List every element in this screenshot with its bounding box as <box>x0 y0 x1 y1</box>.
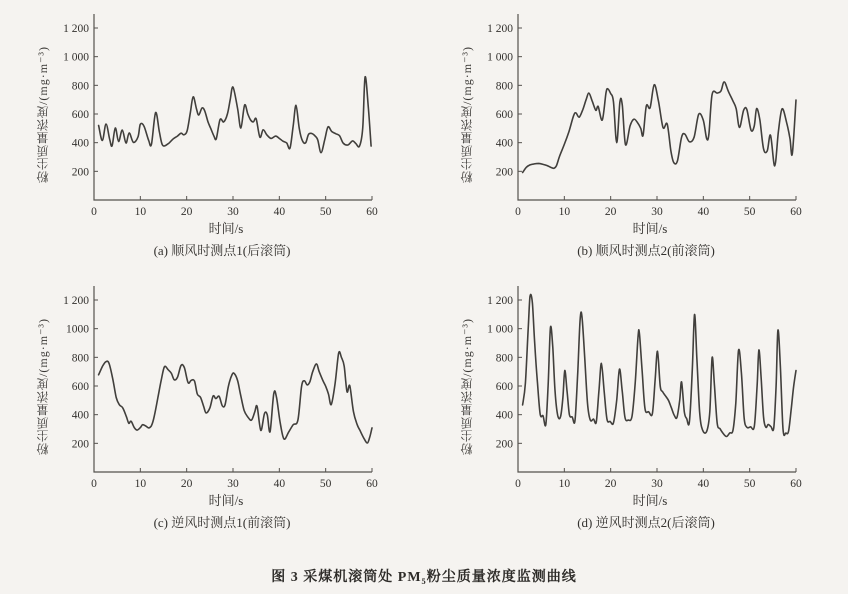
svg-text:1 200: 1 200 <box>63 295 89 307</box>
svg-text:1 000: 1 000 <box>487 323 513 336</box>
svg-text:800: 800 <box>71 80 89 93</box>
svg-text:1000: 1000 <box>66 323 89 336</box>
svg-text:60: 60 <box>366 206 378 218</box>
series-line <box>523 294 796 436</box>
axes <box>518 286 796 472</box>
subplot-caption-a: (a) 顺风时测点1(后滚筒) <box>153 243 291 258</box>
axes <box>94 286 372 472</box>
svg-text:400: 400 <box>495 137 513 150</box>
y-axis-title-b: 粉尘质量浓度/(mg·m⁻³) <box>460 45 474 183</box>
svg-text:10: 10 <box>134 206 147 218</box>
axes <box>518 14 796 200</box>
x-axis-title-b: 时间/s <box>632 221 668 236</box>
svg-text:600: 600 <box>495 381 513 393</box>
svg-text:60: 60 <box>366 478 378 490</box>
svg-text:60: 60 <box>790 478 802 490</box>
series-line <box>99 77 372 153</box>
svg-text:30: 30 <box>651 478 663 490</box>
svg-text:600: 600 <box>71 109 89 121</box>
svg-text:30: 30 <box>227 478 239 490</box>
y-axis-title-a: 粉尘质量浓度/(mg·m⁻³) <box>36 45 50 183</box>
svg-text:20: 20 <box>604 206 617 218</box>
svg-text:20: 20 <box>180 206 193 218</box>
svg-text:600: 600 <box>71 381 89 393</box>
svg-text:30: 30 <box>651 206 663 218</box>
line-chart-b <box>472 8 812 220</box>
figure-caption: 图 3 采煤机滚筒处 PM₅粉尘质量浓度监测曲线 <box>271 570 577 585</box>
svg-text:800: 800 <box>495 352 513 365</box>
line-chart-c <box>48 280 388 492</box>
subplot-a <box>0 8 424 280</box>
svg-text:50: 50 <box>319 478 332 490</box>
svg-text:600: 600 <box>495 109 513 121</box>
svg-text:40: 40 <box>697 478 710 490</box>
axes <box>94 14 372 200</box>
svg-text:400: 400 <box>71 409 89 422</box>
y-axis-title-d: 粉尘质量浓度/(mg·m⁻³) <box>460 317 474 455</box>
tick-marks <box>94 28 372 200</box>
svg-text:800: 800 <box>71 352 89 365</box>
subplot-b <box>424 8 848 280</box>
svg-text:40: 40 <box>273 206 286 218</box>
chart-area-a <box>36 8 388 220</box>
x-axis-title-c: 时间/s <box>208 493 244 508</box>
svg-text:10: 10 <box>134 478 147 490</box>
svg-text:0: 0 <box>91 478 97 490</box>
subplot-c <box>0 280 424 552</box>
svg-text:800: 800 <box>495 80 513 93</box>
svg-text:1 200: 1 200 <box>487 295 513 307</box>
chart-area-d <box>460 280 812 492</box>
subplot-caption-d: (d) 逆风时测点2(后滚筒) <box>577 515 715 530</box>
svg-text:20: 20 <box>180 478 193 490</box>
svg-text:1 200: 1 200 <box>63 23 89 35</box>
x-axis-title-a: 时间/s <box>208 221 244 236</box>
svg-text:1 200: 1 200 <box>487 23 513 35</box>
svg-text:400: 400 <box>71 137 89 150</box>
svg-text:400: 400 <box>495 409 513 422</box>
svg-text:20: 20 <box>604 478 617 490</box>
svg-text:50: 50 <box>743 206 756 218</box>
svg-text:10: 10 <box>558 206 571 218</box>
x-axis-title-d: 时间/s <box>632 493 668 508</box>
svg-text:200: 200 <box>71 166 89 179</box>
tick-marks <box>518 300 796 472</box>
svg-text:200: 200 <box>71 438 89 451</box>
svg-text:10: 10 <box>558 478 571 490</box>
subplot-caption-b: (b) 顺风时测点2(前滚筒) <box>577 243 715 258</box>
subplot-caption-c: (c) 逆风时测点1(前滚筒) <box>153 515 291 530</box>
line-chart-d <box>472 280 812 492</box>
svg-text:30: 30 <box>227 206 239 218</box>
svg-text:0: 0 <box>515 478 521 490</box>
subplot-d <box>424 280 848 552</box>
svg-text:1 000: 1 000 <box>487 51 513 64</box>
svg-text:200: 200 <box>495 438 513 451</box>
charts-grid <box>0 8 848 552</box>
svg-text:40: 40 <box>273 478 286 490</box>
chart-area-c <box>36 280 388 492</box>
svg-text:50: 50 <box>743 478 756 490</box>
svg-text:0: 0 <box>91 206 97 218</box>
svg-text:40: 40 <box>697 206 710 218</box>
series-line <box>523 82 796 173</box>
tick-labels <box>63 295 378 490</box>
y-axis-title-c: 粉尘质量浓度/(mg·m⁻³) <box>36 317 50 455</box>
svg-text:50: 50 <box>319 206 332 218</box>
svg-text:0: 0 <box>515 206 521 218</box>
svg-text:1 000: 1 000 <box>63 51 89 64</box>
svg-text:200: 200 <box>495 166 513 179</box>
tick-marks <box>94 300 372 472</box>
line-chart-a <box>48 8 388 220</box>
svg-text:60: 60 <box>790 206 802 218</box>
tick-marks <box>518 28 796 200</box>
series-line <box>99 352 372 443</box>
chart-area-b <box>460 8 812 220</box>
